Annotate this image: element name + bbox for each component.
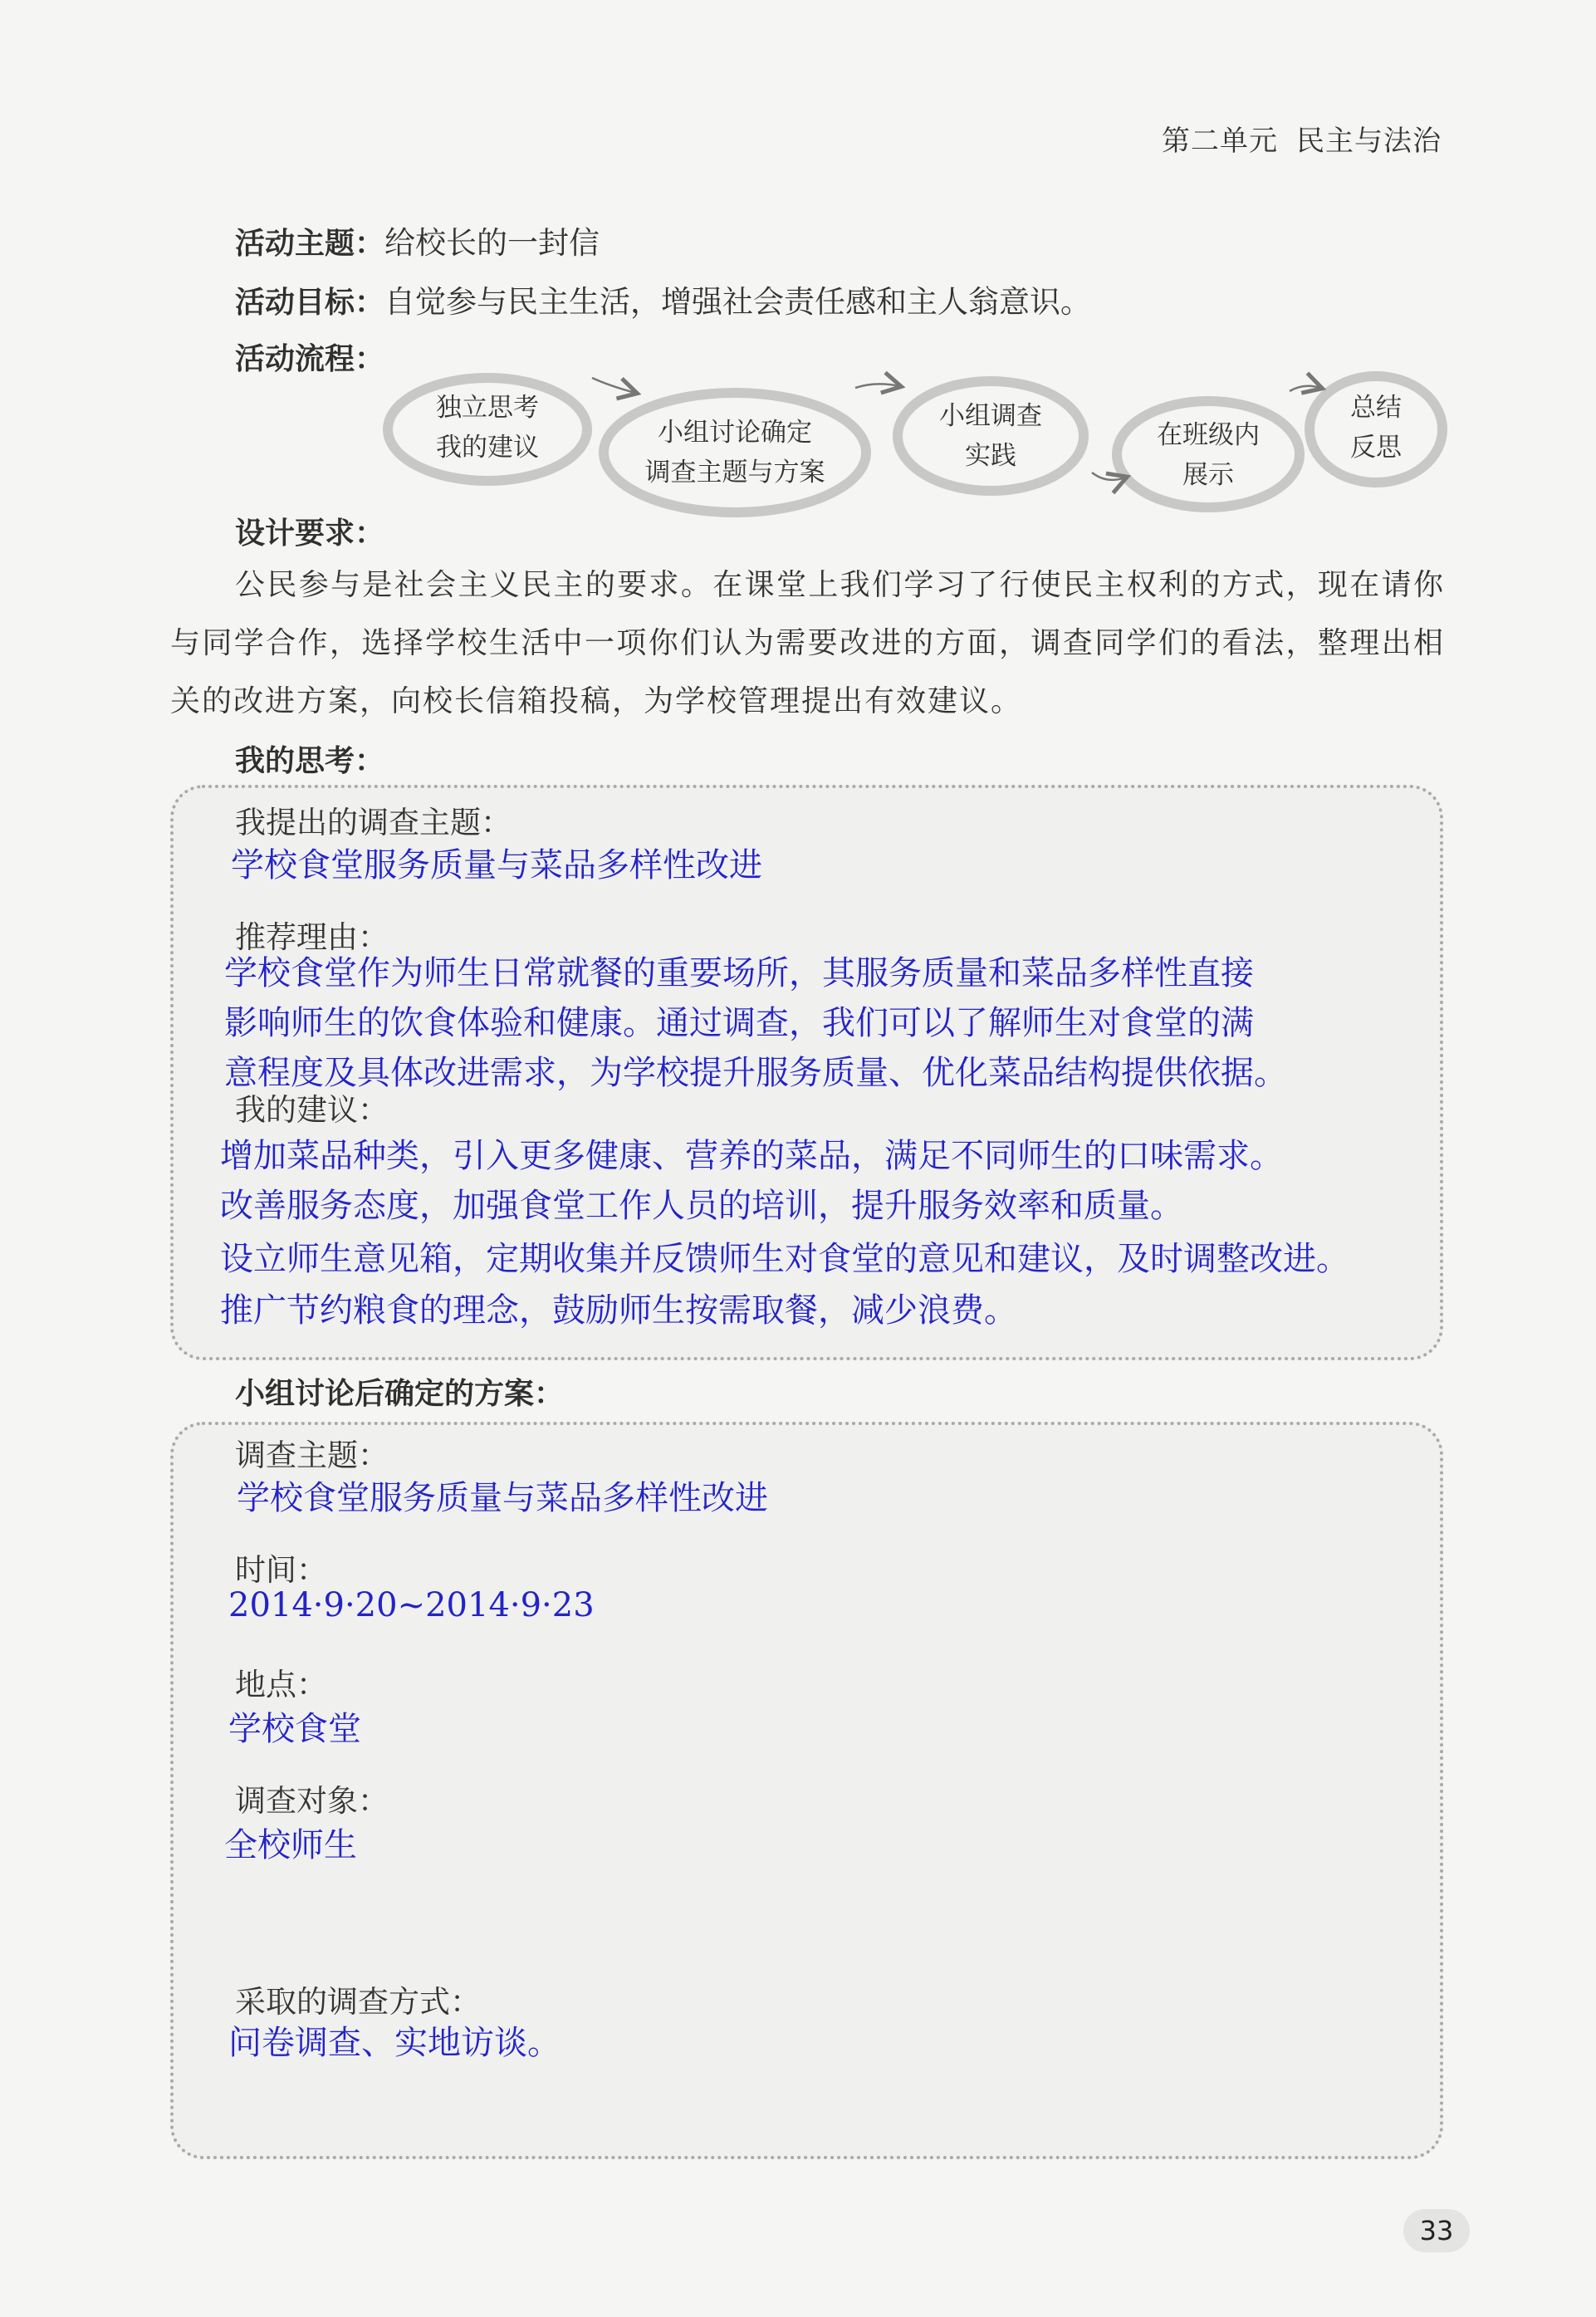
flow-arrow-4 — [1290, 386, 1320, 391]
plan-method-answer: 问卷调查、实地访谈。 — [228, 2024, 561, 2062]
activity-goal-value: 自觉参与民主生活，增强社会责任感和主人翁意识。 — [384, 284, 1092, 320]
activity-process-label: 活动流程： — [235, 342, 385, 376]
page-number: 33 — [1403, 2209, 1470, 2252]
flow-step-5-line2: 反思 — [1350, 433, 1402, 463]
flow-arrow-2 — [855, 384, 899, 388]
page-header — [1143, 118, 1442, 159]
suggestion-label: 我的建议： — [235, 1092, 389, 1128]
plan-method-label: 采取的调查方式： — [235, 1984, 481, 2020]
plan-time-label: 时间： — [235, 1552, 327, 1588]
group-plan-label: 小组讨论后确定的方案： — [235, 1377, 565, 1411]
design-requirement-text: 公民参与是社会主义民主的要求。在课堂上我们学习了行使民主权利的方式，现在请你与同学合作，选择学校生活中一项你们认为需要改进的方面，调查同学们的看法，整理出相关的改进方案，向校长信箱投稿，为学校管理提出有效建议。 — [170, 568, 1445, 718]
flow-step-4 — [1133, 415, 1283, 495]
flow-step-1 — [413, 388, 562, 468]
my-thinking-label: 我的思考： — [235, 744, 385, 778]
suggestion-line-4: 推广节约粮食的理念，鼓励师生按需取餐，减少浪费。 — [220, 1291, 1017, 1330]
reason-line-3: 意程度及具体改进需求，为学校提升服务质量、优化菜品结构提供依据。 — [224, 1054, 1287, 1092]
flow-step-3 — [916, 396, 1065, 476]
unit-title: 民主与法治 — [1296, 125, 1442, 158]
flow-step-5 — [1322, 388, 1430, 468]
activity-goal-label: 活动目标： — [235, 286, 385, 320]
plan-place-label: 地点： — [235, 1667, 327, 1702]
design-requirement-label: 设计要求： — [235, 517, 385, 551]
flow-step-2 — [627, 413, 843, 492]
my-topic-label: 我提出的调查主题： — [235, 805, 512, 840]
flow-step-5-line1: 总结 — [1350, 393, 1402, 423]
reason-line-2: 影响师生的饮食体验和健康。通过调查，我们可以了解师生对食堂的满 — [224, 1004, 1254, 1042]
plan-time-answer: 2014·9·20~2014·9·23 — [228, 1586, 595, 1624]
activity-flow-diagram — [378, 370, 1449, 527]
plan-target-label: 调查对象： — [235, 1783, 389, 1819]
suggestion-line-3: 设立师生意见箱，定期收集并反馈师生对食堂的意见和建议，及时调整改进。 — [220, 1240, 1349, 1278]
plan-target-answer: 全校师生 — [224, 1826, 357, 1864]
flow-arrow-1 — [592, 378, 635, 393]
reason-line-1: 学校食堂作为师生日常就餐的重要场所，其服务质量和菜品多样性直接 — [224, 954, 1254, 992]
flow-step-3-line2: 实践 — [965, 441, 1016, 471]
flow-step-2-line2: 调查主题与方案 — [644, 458, 825, 487]
plan-topic-label: 调查主题： — [235, 1438, 389, 1473]
my-topic-answer: 学校食堂服务质量与菜品多样性改进 — [231, 846, 762, 884]
unit-label: 第二单元 — [1162, 125, 1278, 158]
flow-step-4-line1: 在班级内 — [1157, 420, 1260, 450]
flow-step-1-line1: 独立思考 — [436, 393, 539, 423]
activity-theme-line — [235, 218, 600, 262]
flow-step-3-line1: 小组调查 — [939, 401, 1042, 431]
flow-step-4-line2: 展示 — [1182, 460, 1234, 490]
flow-step-2-line1: 小组讨论确定 — [658, 418, 812, 448]
plan-place-answer: 学校食堂 — [228, 1710, 361, 1748]
activity-theme-value: 给校长的一封信 — [384, 225, 600, 261]
suggestion-line-2: 改善服务态度，加强食堂工作人员的培训，提升服务效率和质量。 — [220, 1187, 1183, 1225]
plan-topic-answer: 学校食堂服务质量与菜品多样性改进 — [237, 1479, 768, 1517]
suggestion-line-1: 增加菜品种类，引入更多健康、营养的菜品，满足不同师生的口味需求。 — [220, 1137, 1283, 1175]
reason-label: 推荐理由： — [235, 919, 389, 955]
activity-theme-label: 活动主题： — [235, 227, 385, 261]
activity-goal-line — [235, 277, 1091, 321]
flow-step-1-line2: 我的建议 — [436, 433, 539, 463]
